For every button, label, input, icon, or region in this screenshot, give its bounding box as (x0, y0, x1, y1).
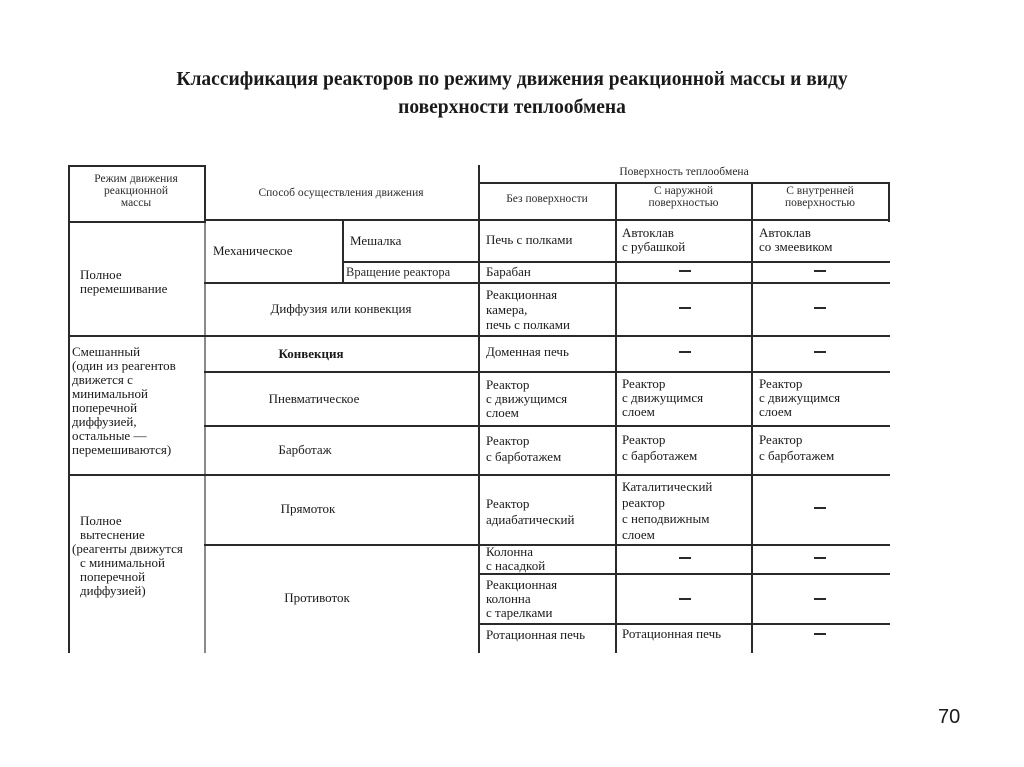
cell-r10-outer: Ротационная печь (622, 626, 722, 641)
cell-r3-none: Реакционная камера, печь с полками (486, 287, 570, 332)
method-pneumatic: Пневматическое (268, 391, 360, 406)
rule (478, 623, 890, 625)
rule (478, 182, 889, 184)
cell-r5-none: Реактор с движущимся слоем (486, 377, 568, 420)
rule (204, 371, 890, 373)
empty-dash (679, 557, 691, 559)
empty-dash (679, 270, 691, 272)
page-number: 70 (938, 706, 961, 728)
method-cocurrent: Прямоток (280, 501, 336, 516)
rule (204, 544, 890, 546)
header-outer-surface: С наружной поверхностью (648, 185, 719, 209)
rule (888, 182, 890, 222)
method-rotation: Вращение реактора (346, 265, 451, 279)
cell-r6-inner: Реактор с барботажем (759, 432, 835, 463)
empty-dash (679, 351, 691, 353)
rule (478, 165, 480, 653)
cell-r2-none: Барабан (486, 264, 531, 279)
cell-r6-none: Реактор с барботажем (486, 433, 562, 464)
cell-r7-none: Реактор адиабатический (486, 496, 575, 527)
cell-r5-outer: Реактор с движущимся слоем (622, 376, 704, 419)
rule (68, 165, 204, 167)
cell-r6-outer: Реактор с барботажем (622, 432, 698, 463)
rule (204, 219, 890, 221)
cell-r10-none: Ротационная печь (486, 627, 586, 642)
cell-r7-outer: Каталитический реактор с неподвижным слоем (622, 479, 713, 542)
cell-r1-inner: Автоклав со змеевиком (759, 225, 833, 254)
empty-dash (679, 307, 691, 309)
rule (204, 282, 890, 284)
method-bubbling: Барботаж (278, 442, 332, 457)
cell-r9-none: Реакционная колонна с тарелками (486, 577, 558, 620)
method-countercurrent: Противоток (284, 590, 350, 605)
cell-r1-outer: Автоклав с рубашкой (622, 225, 686, 254)
method-mechanical: Механическое (213, 243, 293, 258)
method-diffusion: Диффузия или конвекция (270, 301, 412, 316)
header-inner-surface: С внутренней поверхностью (784, 185, 856, 209)
empty-dash (814, 633, 826, 635)
empty-dash (814, 507, 826, 509)
empty-dash (814, 351, 826, 353)
cell-r4-none: Доменная печь (486, 344, 569, 359)
empty-dash (814, 557, 826, 559)
empty-dash (679, 598, 691, 600)
cell-r5-inner: Реактор с движущимся слоем (759, 376, 841, 419)
rule (615, 182, 617, 653)
cell-r1-none: Печь с полками (486, 232, 573, 247)
empty-dash (814, 598, 826, 600)
empty-dash (814, 270, 826, 272)
rule (68, 221, 204, 223)
rule (478, 573, 890, 575)
rule (204, 219, 206, 653)
method-stirrer: Мешалка (350, 233, 402, 248)
mode-mixed: Смешанный (один из реагентов движется с минимальной поперечной диффузией, остальные — перемешиваются) (72, 344, 176, 457)
empty-dash (814, 307, 826, 309)
rule (68, 165, 70, 653)
method-convection: Конвекция (278, 346, 344, 361)
header-method: Способ осуществления движения (258, 187, 424, 199)
rule (751, 182, 753, 653)
rule (204, 425, 890, 427)
title-line-2: поверхности теплообмена (398, 97, 626, 118)
mode-displacement: Полное вытеснение (реагенты движутся с минимальной поперечной диффузией) (72, 513, 183, 598)
mode-full-mixing: Полное перемешивание (80, 267, 168, 296)
cell-r8-none: Колонна с насадкой (486, 544, 546, 573)
page-title (110, 66, 914, 122)
header-surface: Поверхность теплообмена (619, 166, 749, 178)
title-line-1: Классификация реакторов по режиму движения реакционной массы и виду (176, 69, 848, 90)
rule (342, 219, 344, 283)
header-no-surface: Без поверхности (506, 193, 588, 205)
header-mode: Режим движения реакционной массы (94, 173, 178, 209)
